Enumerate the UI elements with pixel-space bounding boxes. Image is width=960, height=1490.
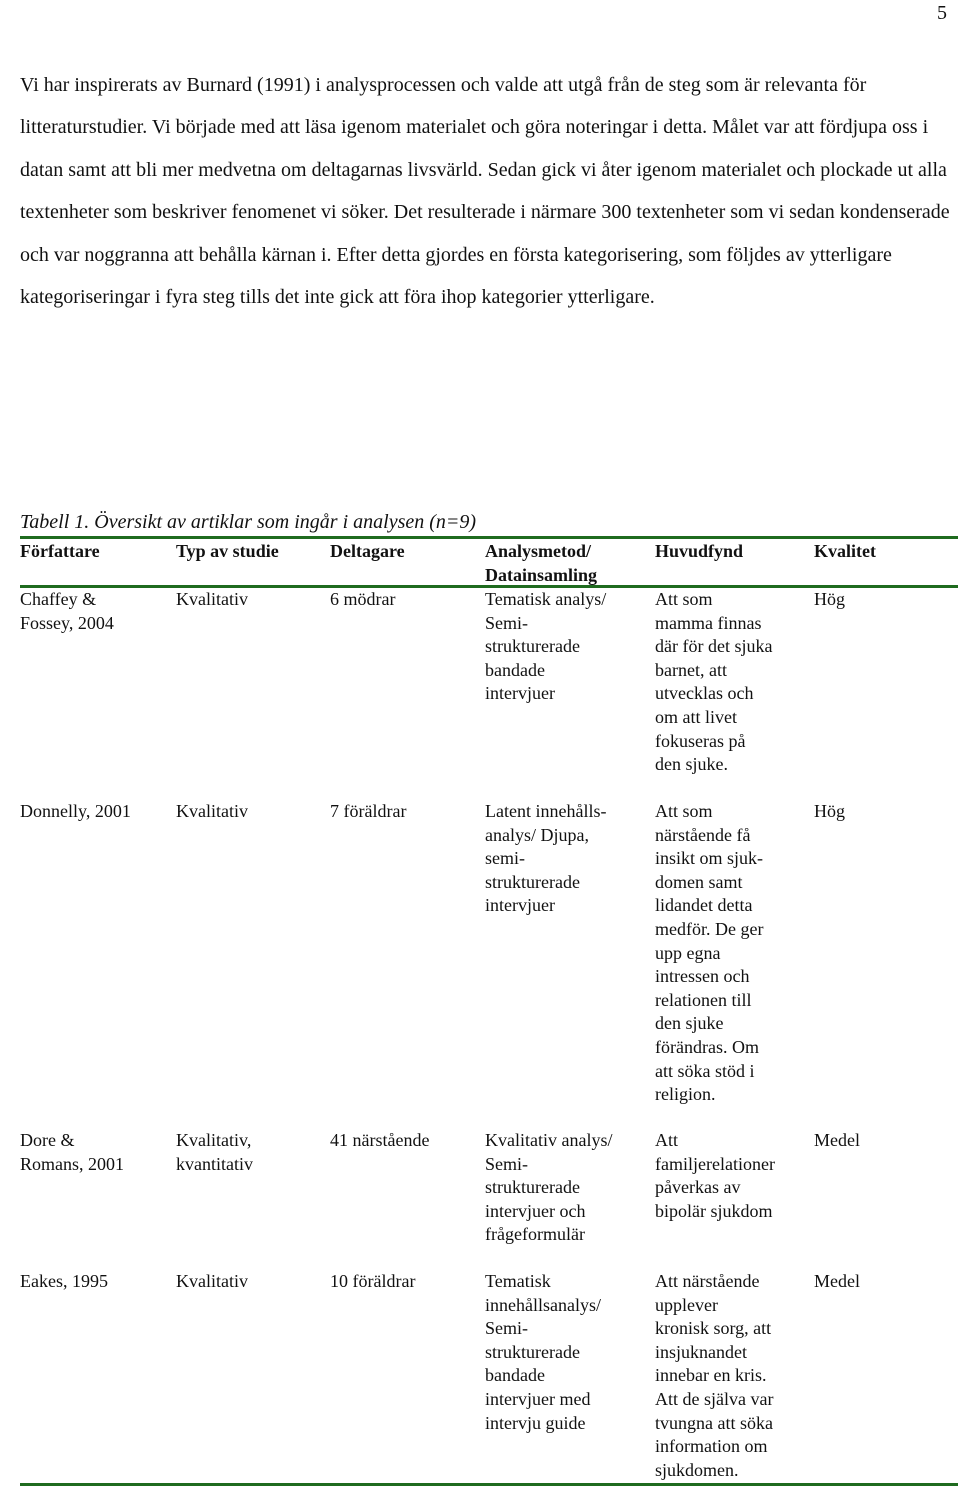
header-study-type: Typ av studie <box>176 541 279 561</box>
cell-quality: Hög <box>814 801 845 821</box>
cell-method: Kvalitativ analys/ Semi- strukturerade intervjuer och frågeformulär <box>485 1130 613 1245</box>
cell-method: Tematisk analys/ Semi- strukturerade bandade intervjuer <box>485 589 607 704</box>
cell-participants: 7 föräldrar <box>330 801 407 821</box>
cell-quality: Medel <box>814 1271 860 1291</box>
cell-study-type: Kvalitativ <box>176 1271 248 1291</box>
cell-study-type: Kvalitativ <box>176 589 248 609</box>
cell-author: Donnelly, 2001 <box>20 801 131 821</box>
table-bottom-rule <box>20 1483 958 1486</box>
cell-participants: 6 mödrar <box>330 589 396 609</box>
cell-author: Dore & Romans, 2001 <box>20 1130 125 1174</box>
body-paragraph: Vi har inspirerats av Burnard (1991) i analysprocessen och valde att utgå från de steg som är relevanta för litteraturstudier. Vi började med att läsa igenom materialet och göra noteringar i detta. Målet var att fördjupa oss i datan samt att bli mer medvetna om deltagarnas livsvärld. Sedan gick vi åter igenom materialet och plockade ut alla textenheter som beskriver fenomenet vi söker. Det resulterade i närmare 300 textenheter som vi sedan kondenserade och var noggranna att behålla kärnan i. Efter detta gjordes en första kategorisering, som följdes av ytterligare kategoriseringar i fyra steg tills det inte gick att föra ihop kategorier ytterligare. <box>20 74 950 309</box>
cell-findings: Att närstående upplever kronisk sorg, att insjuknandet innebar en kris. Att de själva var tvungna att söka information om sjukdomen. <box>655 1271 774 1480</box>
header-author: Författare <box>20 541 100 561</box>
cell-quality: Medel <box>814 1130 860 1150</box>
cell-findings: Att som närstående få insikt om sjuk- domen samt lidandet detta medför. De ger upp egna intressen och relationen till den sjuke förändras. Om att söka stöd i religion. <box>655 801 764 1105</box>
cell-findings: Att som mamma finnas där för det sjuka barnet, att utvecklas och om att livet fokuseras på den sjuke. <box>655 589 773 775</box>
header-quality: Kvalitet <box>814 541 876 561</box>
page-number: 5 <box>937 2 947 24</box>
cell-author: Chaffey & Fossey, 2004 <box>20 589 114 633</box>
table-top-rule <box>20 536 958 539</box>
cell-author: Eakes, 1995 <box>20 1271 108 1291</box>
header-findings: Huvudfynd <box>655 541 744 561</box>
cell-quality: Hög <box>814 589 845 609</box>
header-participants: Deltagare <box>330 541 405 561</box>
cell-findings: Att familjerelationer påverkas av bipolär sjukdom <box>655 1130 775 1221</box>
header-method: Analysmetod/ Datainsamling <box>485 541 598 585</box>
cell-study-type: Kvalitativ <box>176 801 248 821</box>
cell-method: Latent innehålls- analys/ Djupa, semi- strukturerade intervjuer <box>485 801 607 916</box>
cell-study-type: Kvalitativ, kvantitativ <box>176 1130 253 1174</box>
cell-participants: 41 närstående <box>330 1130 430 1150</box>
cell-participants: 10 föräldrar <box>330 1271 416 1291</box>
table-caption: Tabell 1. Översikt av artiklar som ingår i analysen (n=9) <box>20 511 477 533</box>
cell-method: Tematisk innehållsanalys/ Semi- strukturerade bandade intervjuer med intervju guide <box>485 1271 601 1433</box>
